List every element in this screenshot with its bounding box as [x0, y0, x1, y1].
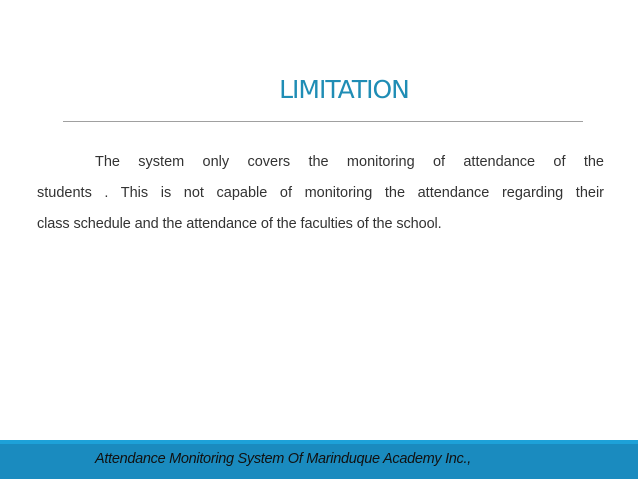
body-line-1: The system only covers the monitoring of attendance of the: [95, 154, 604, 170]
footer: [0, 440, 638, 479]
footer-text: Attendance Monitoring System Of Marinduque Academy Inc.,: [95, 451, 471, 467]
slide-title: LIMITATION: [279, 75, 409, 104]
body-paragraph: [37, 147, 604, 240]
body-line-2: students . This is not capable of monitoring the attendance regarding their: [37, 185, 604, 201]
body-line-3: class schedule and the attendance of the faculties of the school.: [37, 216, 442, 232]
title-divider: [63, 121, 583, 122]
